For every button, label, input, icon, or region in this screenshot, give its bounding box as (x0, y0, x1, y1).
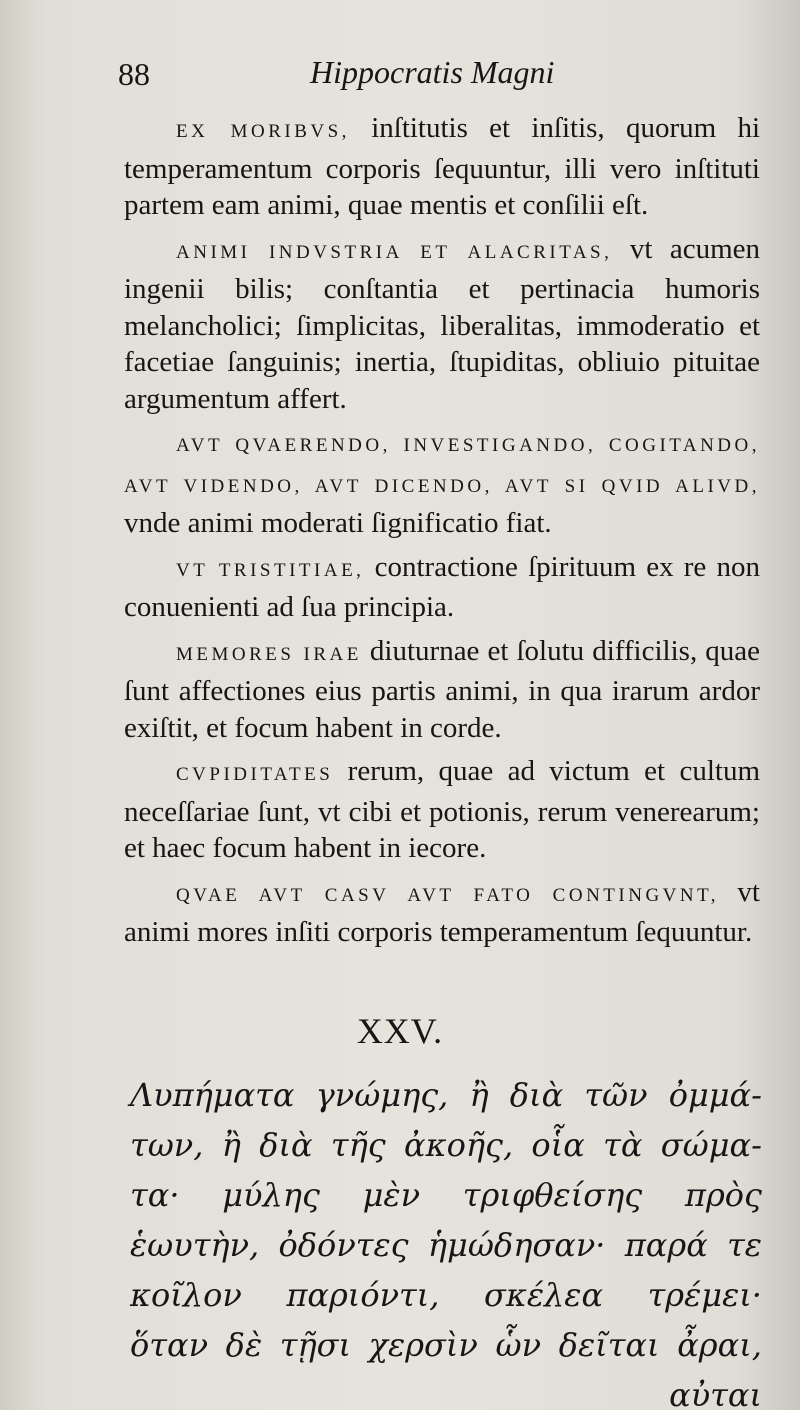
greek-word: τριφθείσης (462, 1176, 643, 1214)
greek-word: ὀδόντες (278, 1226, 409, 1264)
running-head: Hippocratis Magni (310, 54, 555, 90)
greek-word: ὧν (495, 1326, 542, 1364)
small-caps-lemma: ANIMI INDVSTRIA ET ALACRITAS, (176, 241, 613, 263)
greek-line (130, 1270, 762, 1320)
greek-word: σκέλεα (484, 1276, 604, 1314)
greek-word: διὰ (509, 1076, 564, 1114)
greek-word: τα· (130, 1176, 180, 1214)
greek-word: παριόντι, (286, 1276, 440, 1314)
greek-word: γνώμης, (315, 1076, 449, 1114)
paragraph-text: vt acumen ingenii bilis; conſtantia et pertinacia humoris melancholici; ſimplicitas, liberalitas, immoderatio et facetiae ſanguinis; inertia, ſtupiditas, obliuio pituitae argumentum affert. (124, 232, 760, 415)
paragraph-text: rerum, quae ad victum et cultum neceſſariae ſunt, vt cibi et potionis, rerum venerearum; et haec focum habent in iecore. (124, 755, 760, 864)
greek-word: ἆραι, (677, 1326, 762, 1364)
paragraph-text: vt animi mores inſiti corporis temperamentum ſequuntur. (124, 875, 760, 948)
greek-word: πρὸς (684, 1176, 762, 1214)
small-caps-lemma: AVT QVAERENDO, INVESTIGANDO, COGITANDO, AVT VIDENDO, AVT DICENDO, AVT SI QVID ALIVD, (124, 435, 760, 497)
greek-word: μύλης (222, 1176, 320, 1214)
small-caps-lemma: EX MORIBVS, (176, 121, 350, 142)
greek-word: ἢ (221, 1126, 241, 1164)
greek-word: Λυπήματα (130, 1076, 295, 1114)
greek-passage (130, 1070, 762, 1410)
greek-line (130, 1120, 762, 1170)
greek-line (130, 1220, 762, 1270)
paragraph-1 (124, 110, 760, 224)
small-caps-lemma: VT TRISTITIAE, (176, 559, 365, 581)
page-number: 88 (118, 56, 150, 92)
greek-word: ἀκοῆς, (404, 1126, 514, 1164)
greek-word: δεῖται (558, 1326, 660, 1364)
paragraph-6 (124, 753, 760, 867)
section-number: XXV. (356, 1011, 444, 1051)
greek-word: τὰ (603, 1126, 643, 1164)
small-caps-lemma: CVPIDITATES (176, 764, 334, 785)
greek-word: ὅταν (130, 1326, 209, 1364)
paragraph-3 (124, 424, 760, 542)
greek-line (130, 1320, 762, 1370)
paragraph-text: inſtitutis et inſitis, quorum hi temperamentum corporis ſequuntur, illi vero inſtituti partem eam animi, quae mentis et conſilii eſt. (124, 112, 760, 221)
greek-word: ἑωυτὴν, (130, 1226, 260, 1264)
paragraph-4 (124, 549, 760, 626)
paragraph-2 (124, 231, 760, 418)
greek-word: ἡμώδησαν· (427, 1226, 606, 1264)
greek-word: των, (130, 1126, 204, 1164)
paragraph-text: vnde animi moderati ſignificatio fiat. (124, 507, 552, 539)
greek-word: τῆς (330, 1126, 386, 1164)
paragraph-text: diuturnae et ſolutu difficilis, quae ſunt affectiones eius partis animi, in qua irarum ardor exiſtit, et focum habent in corde. (124, 634, 761, 744)
paragraph-5 (124, 633, 760, 747)
greek-word: οἷα (531, 1126, 585, 1164)
small-caps-lemma: QVAE AVT CASV AVT FATO CONTINGVNT, (176, 884, 720, 906)
greek-word: χερσὶν (368, 1326, 478, 1364)
greek-word: τῶν (584, 1076, 648, 1114)
greek-line (130, 1370, 762, 1410)
greek-word: διὰ (259, 1126, 313, 1164)
greek-line (130, 1170, 762, 1220)
commentary-text (124, 110, 760, 958)
greek-word: σώμα- (660, 1126, 762, 1164)
greek-word: τῇσι (279, 1326, 352, 1364)
greek-word: μὲν (362, 1176, 421, 1214)
greek-word: αὐται (669, 1376, 762, 1410)
paragraph-text: contractione ſpirituum ex re non conuenienti ad ſua principia. (124, 550, 760, 623)
greek-word: ἢ (469, 1076, 489, 1114)
small-caps-lemma: MEMORES IRAE (176, 643, 362, 665)
greek-word: τρέμει· (647, 1276, 762, 1314)
greek-word: παρά (624, 1226, 708, 1264)
page-header (118, 52, 678, 102)
paragraph-7 (124, 874, 760, 951)
greek-word: τε (727, 1226, 762, 1264)
greek-word: δὲ (225, 1326, 263, 1364)
greek-word: κοῖλον (130, 1276, 242, 1314)
greek-word: ὀμμά- (668, 1076, 762, 1114)
greek-line (130, 1070, 762, 1120)
